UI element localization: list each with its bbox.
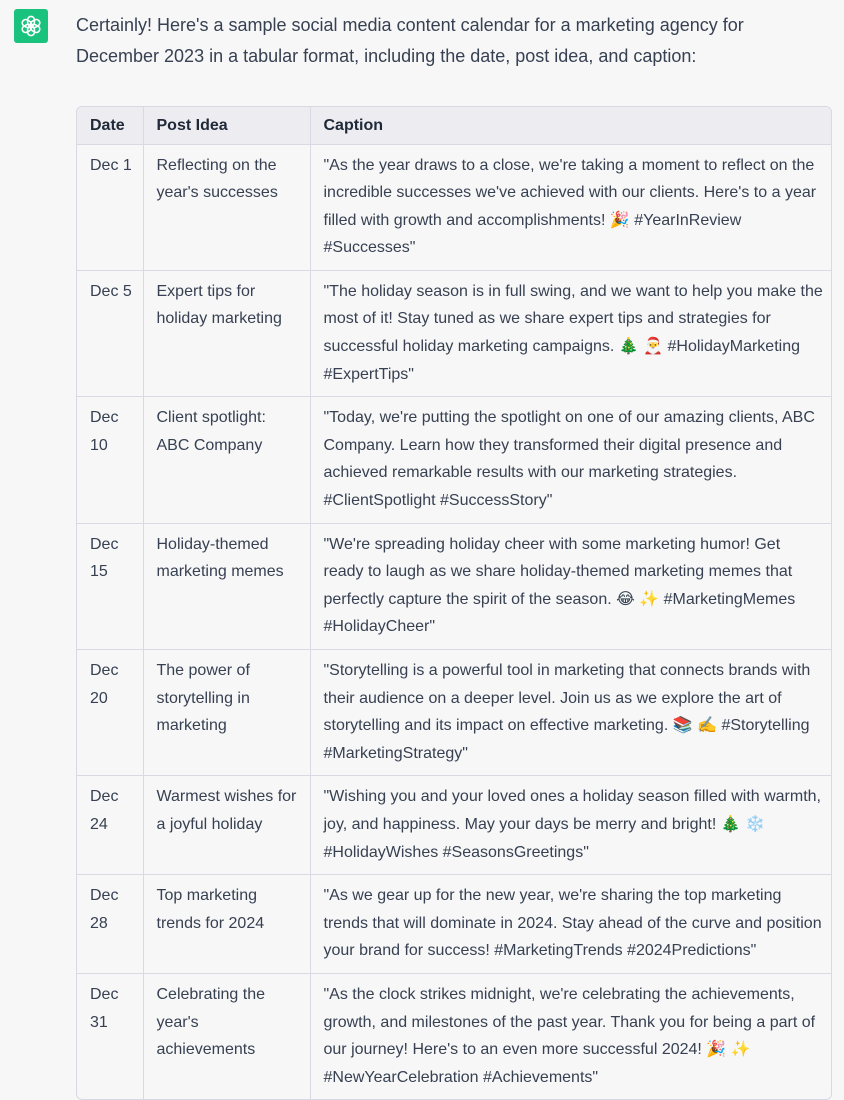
column-header-post-idea: Post Idea bbox=[143, 107, 310, 144]
date-cell: Dec 31 bbox=[77, 973, 143, 1099]
table-row bbox=[77, 973, 831, 1099]
assistant-message-intro: Certainly! Here's a sample social media content calendar for a marketing agency for December 2023 in a tabular format, including the date, post idea, and caption: bbox=[76, 15, 744, 66]
table-row bbox=[77, 270, 831, 396]
caption-cell: "As the clock strikes midnight, we're celebrating the achievements, growth, and milestones of the past year. Thank you for being a part of our journey! Here's to an even more successful 2024! 🎉 ✨ #NewYearCelebration #Achievements" bbox=[323, 985, 816, 1086]
post-idea-cell: Holiday-themed marketing memes bbox=[143, 523, 310, 649]
table-row bbox=[77, 650, 831, 776]
table-row bbox=[77, 776, 831, 875]
date-cell: Dec 5 bbox=[77, 270, 143, 396]
post-idea-cell: Top marketing trends for 2024 bbox=[143, 875, 310, 974]
date-cell: Dec 10 bbox=[77, 397, 143, 523]
caption-cell: "The holiday season is in full swing, and we want to help you make the most of it! Stay tuned as we share expert tips and strategies for successful holiday marketing campaigns. 🎄 🎅 #HolidayMarketing #ExpertTips" bbox=[310, 270, 831, 396]
column-header-date: Date bbox=[77, 107, 143, 144]
table-row bbox=[77, 875, 831, 974]
table-row bbox=[77, 144, 831, 270]
table-row bbox=[77, 523, 831, 649]
post-idea-cell: Client spotlight: ABC Company bbox=[143, 397, 310, 523]
openai-logo-icon bbox=[19, 14, 43, 38]
date-cell: Dec 28 bbox=[77, 875, 143, 974]
post-idea-cell: Warmest wishes for a joyful holiday bbox=[143, 776, 310, 875]
date-cell: Dec 20 bbox=[77, 650, 143, 776]
content-calendar-table bbox=[76, 106, 832, 1100]
post-idea-cell: The power of storytelling in marketing bbox=[143, 650, 310, 776]
caption-cell: "We're spreading holiday cheer with some marketing humor! Get ready to laugh as we share holiday-themed marketing memes that perfectly capture the spirit of the season. 😂 ✨ #MarketingMemes #HolidayCheer" bbox=[310, 523, 831, 649]
post-idea-cell: Reflecting on the year's successes bbox=[143, 144, 310, 270]
date-cell: Dec 1 bbox=[77, 144, 143, 270]
table-row bbox=[77, 397, 831, 523]
column-header-caption: Caption bbox=[310, 107, 831, 144]
caption-cell: "As we gear up for the new year, we're sharing the top marketing trends that will dominate in 2024. Stay ahead of the curve and position your brand for success! #MarketingTrends #2024Predictions" bbox=[310, 875, 831, 974]
date-cell: Dec 24 bbox=[77, 776, 143, 875]
caption-cell: "Wishing you and your loved ones a holiday season filled with warmth, joy, and happiness. May your days be merry and bright! 🎄 ❄️ #HolidayWishes #SeasonsGreetings" bbox=[310, 776, 831, 875]
caption-cell: "Storytelling is a powerful tool in marketing that connects brands with their audience on a deeper level. Join us as we explore the art of storytelling and its impact on effective marketing. 📚 ✍️ #Storytelling #MarketingStrategy" bbox=[310, 650, 831, 776]
date-cell: Dec 15 bbox=[77, 523, 143, 649]
caption-cell: "As the year draws to a close, we're taking a moment to reflect on the incredible successes we've achieved with our clients. Here's to a year filled with growth and accomplishments! 🎉 #YearInReview #Successes" bbox=[310, 144, 831, 270]
caption-cell: "Today, we're putting the spotlight on one of our amazing clients, ABC Company. Learn how they transformed their digital presence and achieved remarkable results with our marketing strategies. #ClientSpotlight #SuccessStory" bbox=[310, 397, 831, 523]
assistant-avatar bbox=[14, 9, 48, 43]
post-idea-cell: Celebrating the year's achievements bbox=[143, 973, 310, 1099]
post-idea-cell: Expert tips for holiday marketing bbox=[143, 270, 310, 396]
table-header-row bbox=[77, 107, 831, 144]
